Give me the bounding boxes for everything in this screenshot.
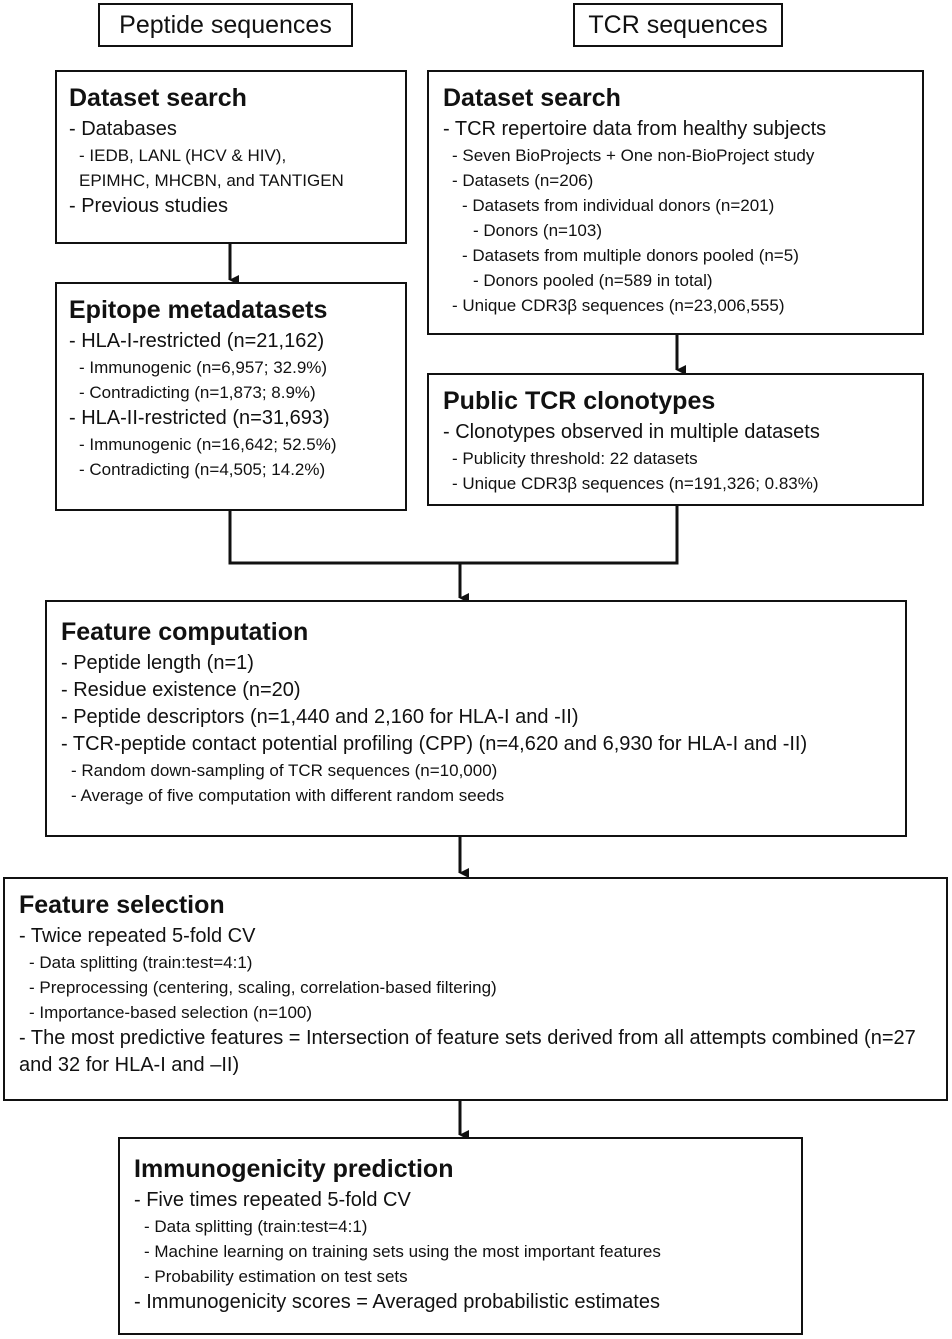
bullet-line: - Datasets from multiple donors pooled (n=5) [462,246,799,265]
bullet-line: - Peptide descriptors (n=1,440 and 2,160 for HLA-I and -II) [61,706,579,728]
bullet-line: - Importance-based selection (n=100) [29,1003,313,1022]
bullet-line: - TCR-peptide contact potential profiling (CPP) (n=4,620 and 6,930 for HLA-I and -II) [61,733,808,755]
bullet-line: - Immunogenicity scores = Averaged probabilistic estimates [134,1291,660,1313]
bullet-line: - IEDB, LANL (HCV & HIV), [79,146,287,165]
immunogenicity-prediction-box [118,1137,803,1335]
tcr-dataset-search-title: Dataset search [443,84,621,112]
bullet-line: - Immunogenic (n=6,957; 32.9%) [79,358,328,377]
bullet-line: - Twice repeated 5-fold CV [19,925,256,947]
tcr-sequences-header [573,3,783,47]
feature-computation-box [45,600,907,837]
bullet-line: - HLA-I-restricted (n=21,162) [69,330,325,352]
merge-line [230,506,677,563]
tcr-dataset-search-box [427,70,924,335]
feature-selection-title: Feature selection [19,891,225,919]
bullet-line: - Machine learning on training sets using the most important features [144,1242,661,1261]
bullet-line: - Average of five computation with different random seeds [71,786,505,805]
bullet-line: - Previous studies [69,195,228,217]
bullet-line: - Five times repeated 5-fold CV [134,1189,411,1211]
bullet-line: - Datasets from individual donors (n=201) [462,196,775,215]
bullet-line: EPIMHC, MHCBN, and TANTIGEN [79,171,344,190]
bullet-line: - Seven BioProjects + One non-BioProject study [452,146,815,165]
feature-computation-title: Feature computation [61,618,309,646]
epitope-metadatasets-title: Epitope metadatasets [69,296,328,324]
peptide-dataset-search-title: Dataset search [69,84,247,112]
bullet-line: - Random down-sampling of TCR sequences (n=10,000) [71,761,498,780]
bullet-line: - Datasets (n=206) [452,171,594,190]
bullet-line: - Contradicting (n=1,873; 8.9%) [79,383,316,402]
tcr-sequences-label: TCR sequences [588,10,768,39]
bullet-line: - The most predictive features = Intersection of feature sets derived from all attempts combined (n=27 and 32 for HLA-I and –II) [19,1027,916,1076]
bullet-line: - Data splitting (train:test=4:1) [144,1217,368,1236]
peptide-dataset-search-box [55,70,407,244]
bullet-line: - Data splitting (train:test=4:1) [29,953,253,972]
epitope-metadatasets-box [55,282,407,511]
bullet-line: - Unique CDR3β sequences (n=191,326; 0.83%) [452,474,819,493]
bullet-line: - Donors (n=103) [473,221,602,240]
bullet-line: - Contradicting (n=4,505; 14.2%) [79,460,326,479]
public-tcr-clonotypes-title: Public TCR clonotypes [443,387,716,415]
peptide-sequences-label: Peptide sequences [119,10,332,39]
immunogenicity-prediction-title: Immunogenicity prediction [134,1155,454,1183]
bullet-line: - Unique CDR3β sequences (n=23,006,555) [452,296,785,315]
peptide-sequences-header [98,3,353,47]
bullet-line: - Clonotypes observed in multiple datasets [443,421,820,443]
bullet-line: - Donors pooled (n=589 in total) [473,271,713,290]
public-tcr-clonotypes-box [427,373,924,506]
bullet-line: - Residue existence (n=20) [61,679,301,701]
bullet-line: - Preprocessing (centering, scaling, correlation-based filtering) [29,978,497,997]
bullet-line: - Publicity threshold: 22 datasets [452,449,698,468]
bullet-line: - HLA-II-restricted (n=31,693) [69,407,330,429]
bullet-line: - Probability estimation on test sets [144,1267,408,1286]
bullet-line: - Peptide length (n=1) [61,652,254,674]
bullet-line: - TCR repertoire data from healthy subjects [443,118,827,140]
bullet-line: - Immunogenic (n=16,642; 52.5%) [79,435,337,454]
bullet-line: - Databases [69,118,177,140]
feature-selection-box [3,877,948,1101]
